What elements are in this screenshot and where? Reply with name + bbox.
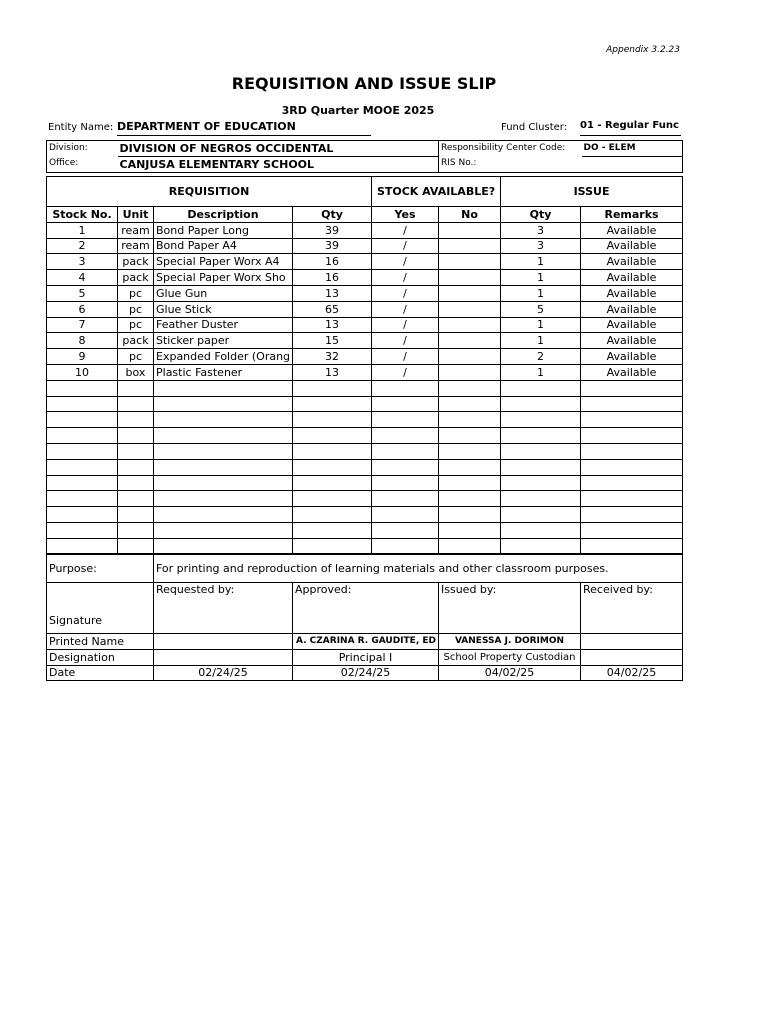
cell-description (154, 522, 293, 538)
cell-yes: / (372, 285, 439, 301)
cell-yes: / (372, 349, 439, 365)
cell-description (154, 428, 293, 444)
table-row (47, 285, 683, 301)
cell-unit (118, 396, 154, 412)
cell-yes: / (372, 222, 439, 238)
cell-unit (118, 459, 154, 475)
cell-no (439, 459, 501, 475)
cell-qty: 39 (293, 222, 372, 238)
col-description: Description (154, 207, 293, 223)
requested-by-name (154, 634, 293, 650)
cell-issue-qty (501, 491, 581, 507)
cell-issue-qty (501, 396, 581, 412)
printed-name-label: Printed Name (47, 634, 154, 650)
cell-no (439, 538, 501, 554)
blank-row (47, 428, 683, 444)
fund-cluster-label: Fund Cluster: (501, 122, 568, 133)
cell-yes: / (372, 333, 439, 349)
cell-remarks (581, 475, 683, 491)
approved-date: 02/24/25 (293, 665, 439, 681)
cell-no (439, 443, 501, 459)
cell-stock-no (47, 412, 118, 428)
cell-yes: / (372, 301, 439, 317)
cell-no (439, 317, 501, 333)
cell-issue-qty: 1 (501, 333, 581, 349)
issued-by-name: VANESSA J. DORIMON (439, 634, 581, 650)
cell-no (439, 349, 501, 365)
date-label: Date (47, 665, 154, 681)
cell-qty (293, 507, 372, 523)
cell-yes: / (372, 254, 439, 270)
cell-stock-no: 8 (47, 333, 118, 349)
cell-issue-qty (501, 443, 581, 459)
cell-unit (118, 380, 154, 396)
cell-qty: 32 (293, 349, 372, 365)
cell-remarks (581, 412, 683, 428)
stock-available-header: STOCK AVAILABLE? (372, 177, 501, 207)
received-date: 04/02/25 (581, 665, 683, 681)
cell-remarks (581, 491, 683, 507)
issue-header: ISSUE (501, 177, 683, 207)
cell-no (439, 238, 501, 254)
cell-description (154, 412, 293, 428)
table-row (47, 270, 683, 286)
cell-issue-qty: 1 (501, 285, 581, 301)
cell-description: Glue Stick (154, 301, 293, 317)
issued-by-designation: School Property Custodian (439, 649, 581, 665)
cell-no (439, 254, 501, 270)
blank-row (47, 396, 683, 412)
blank-row (47, 380, 683, 396)
cell-yes: / (372, 270, 439, 286)
items-table (46, 176, 683, 555)
cell-stock-no: 5 (47, 285, 118, 301)
cell-unit: pc (118, 317, 154, 333)
cell-issue-qty (501, 412, 581, 428)
cell-issue-qty: 2 (501, 349, 581, 365)
cell-qty (293, 491, 372, 507)
header-block (46, 140, 683, 173)
cell-stock-no: 3 (47, 254, 118, 270)
appendix-label: Appendix 3.2.23 (606, 45, 680, 55)
cell-yes (372, 475, 439, 491)
division-label: Division: (47, 141, 118, 157)
cell-unit (118, 538, 154, 554)
cell-qty (293, 380, 372, 396)
cell-remarks (581, 428, 683, 444)
cell-stock-no: 2 (47, 238, 118, 254)
cell-remarks (581, 522, 683, 538)
cell-description (154, 459, 293, 475)
cell-remarks: Available (581, 333, 683, 349)
cell-remarks (581, 538, 683, 554)
cell-description: Plastic Fastener (154, 364, 293, 380)
cell-qty: 39 (293, 238, 372, 254)
cell-issue-qty (501, 475, 581, 491)
cell-qty: 13 (293, 364, 372, 380)
cell-qty (293, 475, 372, 491)
cell-unit (118, 475, 154, 491)
col-unit: Unit (118, 207, 154, 223)
cell-stock-no (47, 428, 118, 444)
entity-name-value: DEPARTMENT OF EDUCATION (117, 120, 371, 136)
cell-no (439, 270, 501, 286)
col-stock-no: Stock No. (47, 207, 118, 223)
blank-row (47, 507, 683, 523)
cell-description: Bond Paper Long (154, 222, 293, 238)
cell-yes (372, 412, 439, 428)
blank-row (47, 522, 683, 538)
footer-block (46, 553, 683, 681)
cell-yes (372, 491, 439, 507)
cell-issue-qty: 1 (501, 254, 581, 270)
blank-row (47, 443, 683, 459)
cell-issue-qty: 3 (501, 222, 581, 238)
ris-value (582, 156, 683, 172)
cell-issue-qty: 1 (501, 317, 581, 333)
cell-yes (372, 522, 439, 538)
cell-no (439, 301, 501, 317)
cell-stock-no (47, 396, 118, 412)
cell-remarks (581, 443, 683, 459)
cell-yes: / (372, 238, 439, 254)
cell-yes (372, 459, 439, 475)
cell-stock-no: 6 (47, 301, 118, 317)
cell-remarks: Available (581, 254, 683, 270)
cell-description: Sticker paper (154, 333, 293, 349)
cell-no (439, 380, 501, 396)
cell-remarks: Available (581, 364, 683, 380)
cell-remarks (581, 380, 683, 396)
cell-description (154, 538, 293, 554)
cell-description: Special Paper Worx Sho (154, 270, 293, 286)
cell-issue-qty (501, 507, 581, 523)
cell-qty: 16 (293, 270, 372, 286)
cell-issue-qty (501, 380, 581, 396)
cell-qty: 65 (293, 301, 372, 317)
fund-cluster-value: 01 - Regular Func (580, 120, 681, 136)
cell-issue-qty: 1 (501, 270, 581, 286)
table-row (47, 349, 683, 365)
cell-stock-no (47, 522, 118, 538)
cell-stock-no (47, 491, 118, 507)
cell-remarks (581, 396, 683, 412)
cell-issue-qty (501, 522, 581, 538)
received-by-designation (581, 649, 683, 665)
document-subtitle: 3RD Quarter MOOE 2025 (281, 104, 435, 117)
cell-no (439, 412, 501, 428)
cell-unit: box (118, 364, 154, 380)
cell-yes (372, 443, 439, 459)
blank-row (47, 459, 683, 475)
cell-remarks: Available (581, 222, 683, 238)
cell-description: Feather Duster (154, 317, 293, 333)
entity-name-label: Entity Name: (48, 122, 114, 133)
col-no: No (439, 207, 501, 223)
division-value: DIVISION OF NEGROS OCCIDENTAL (118, 141, 439, 157)
cell-description (154, 491, 293, 507)
cell-no (439, 333, 501, 349)
cell-remarks (581, 507, 683, 523)
approved-by-name: A. CZARINA R. GAUDITE, ED (293, 634, 439, 650)
cell-remarks: Available (581, 270, 683, 286)
rcc-label: Responsibility Center Code: (439, 141, 582, 157)
blank-row (47, 538, 683, 554)
issued-date: 04/02/25 (439, 665, 581, 681)
cell-unit: pc (118, 285, 154, 301)
col-remarks: Remarks (581, 207, 683, 223)
designation-label: Designation (47, 649, 154, 665)
cell-yes (372, 428, 439, 444)
cell-unit: pack (118, 270, 154, 286)
cell-issue-qty (501, 538, 581, 554)
cell-stock-no (47, 538, 118, 554)
document-title: REQUISITION AND ISSUE SLIP (231, 74, 497, 93)
blank-row (47, 491, 683, 507)
table-row (47, 317, 683, 333)
cell-stock-no: 9 (47, 349, 118, 365)
office-label: Office: (47, 156, 118, 172)
purpose-label: Purpose: (47, 554, 154, 583)
cell-qty (293, 428, 372, 444)
table-row (47, 301, 683, 317)
cell-remarks: Available (581, 285, 683, 301)
cell-unit (118, 507, 154, 523)
cell-qty (293, 412, 372, 428)
cell-remarks (581, 459, 683, 475)
blank-row (47, 412, 683, 428)
cell-issue-qty (501, 428, 581, 444)
cell-description: Bond Paper A4 (154, 238, 293, 254)
cell-description: Special Paper Worx A4 (154, 254, 293, 270)
requested-date: 02/24/25 (154, 665, 293, 681)
purpose-text: For printing and reproduction of learning materials and other classroom purposes. (154, 554, 683, 583)
approved-header: Approved: (293, 583, 439, 634)
table-row (47, 254, 683, 270)
cell-no (439, 364, 501, 380)
cell-qty (293, 443, 372, 459)
col-yes: Yes (372, 207, 439, 223)
cell-description (154, 475, 293, 491)
cell-description: Expanded Folder (Orang (154, 349, 293, 365)
cell-issue-qty: 5 (501, 301, 581, 317)
cell-unit: pack (118, 254, 154, 270)
cell-unit: pack (118, 333, 154, 349)
cell-qty (293, 522, 372, 538)
cell-yes (372, 396, 439, 412)
cell-stock-no (47, 380, 118, 396)
cell-yes (372, 538, 439, 554)
cell-qty: 15 (293, 333, 372, 349)
cell-stock-no: 10 (47, 364, 118, 380)
cell-description (154, 396, 293, 412)
cell-remarks: Available (581, 238, 683, 254)
cell-unit (118, 522, 154, 538)
cell-qty (293, 396, 372, 412)
received-by-name (581, 634, 683, 650)
requested-by-header: Requested by: (154, 583, 293, 634)
cell-yes (372, 507, 439, 523)
cell-issue-qty: 3 (501, 238, 581, 254)
cell-qty (293, 459, 372, 475)
cell-remarks: Available (581, 301, 683, 317)
cell-yes: / (372, 317, 439, 333)
cell-qty (293, 538, 372, 554)
cell-qty: 13 (293, 285, 372, 301)
cell-unit (118, 491, 154, 507)
signature-label: Signature (47, 583, 154, 634)
office-value: CANJUSA ELEMENTARY SCHOOL (118, 156, 439, 172)
cell-unit: ream (118, 222, 154, 238)
cell-unit (118, 428, 154, 444)
cell-stock-no: 1 (47, 222, 118, 238)
rcc-value: DO - ELEM (582, 141, 683, 157)
cell-remarks: Available (581, 317, 683, 333)
cell-no (439, 428, 501, 444)
cell-description (154, 507, 293, 523)
cell-no (439, 507, 501, 523)
cell-no (439, 522, 501, 538)
cell-no (439, 491, 501, 507)
requisition-header: REQUISITION (47, 177, 372, 207)
table-row (47, 333, 683, 349)
cell-stock-no: 7 (47, 317, 118, 333)
col-issue-qty: Qty (501, 207, 581, 223)
cell-qty: 16 (293, 254, 372, 270)
cell-description (154, 443, 293, 459)
cell-stock-no (47, 443, 118, 459)
blank-row (47, 475, 683, 491)
ris-label: RIS No.: (439, 156, 582, 172)
received-by-header: Received by: (581, 583, 683, 634)
cell-no (439, 285, 501, 301)
requested-by-designation (154, 649, 293, 665)
cell-yes: / (372, 364, 439, 380)
cell-stock-no: 4 (47, 270, 118, 286)
cell-description (154, 380, 293, 396)
cell-stock-no (47, 507, 118, 523)
cell-unit (118, 412, 154, 428)
cell-unit: pc (118, 301, 154, 317)
cell-qty: 13 (293, 317, 372, 333)
cell-yes (372, 380, 439, 396)
cell-no (439, 396, 501, 412)
table-row (47, 238, 683, 254)
cell-unit (118, 443, 154, 459)
table-row (47, 222, 683, 238)
cell-issue-qty (501, 459, 581, 475)
cell-stock-no (47, 459, 118, 475)
cell-unit: ream (118, 238, 154, 254)
cell-no (439, 475, 501, 491)
approved-by-designation: Principal I (293, 649, 439, 665)
table-row (47, 364, 683, 380)
cell-no (439, 222, 501, 238)
cell-stock-no (47, 475, 118, 491)
cell-remarks: Available (581, 349, 683, 365)
cell-unit: pc (118, 349, 154, 365)
cell-description: Glue Gun (154, 285, 293, 301)
col-qty: Qty (293, 207, 372, 223)
cell-issue-qty: 1 (501, 364, 581, 380)
issued-by-header: Issued by: (439, 583, 581, 634)
